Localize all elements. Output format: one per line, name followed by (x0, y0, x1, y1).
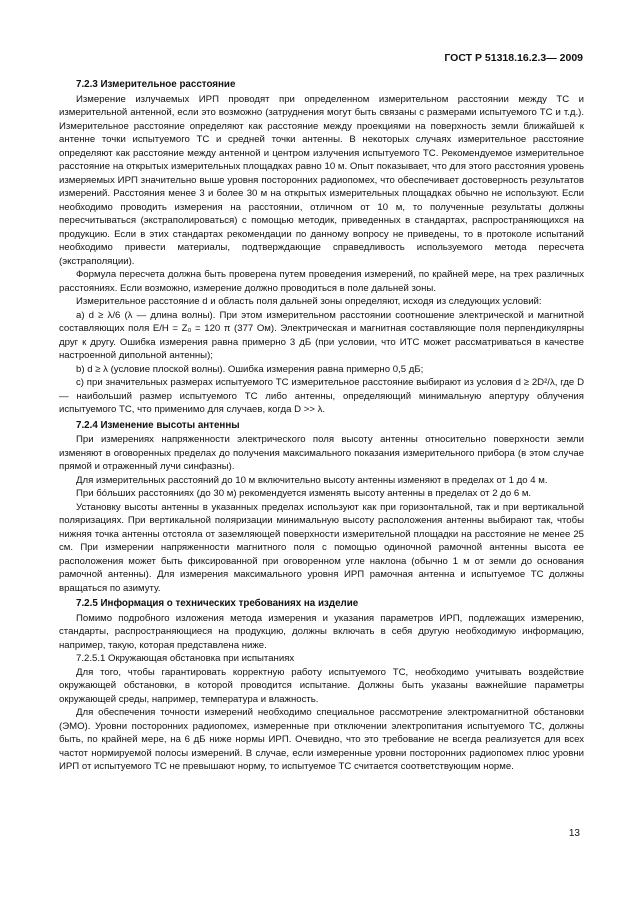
page-number: 13 (568, 828, 580, 839)
paragraph: Формула пересчета должна быть проверена путем проведения измерений, по крайней мере, на трех различных расстояниях. Если возможно, измерение должно проводиться в поле дальней зоны. (59, 269, 584, 294)
paragraph: Измерение излучаемых ИРП проводят при определенном измерительном расстоянии между ТС и измерительной антенной, если это возможно (затруднения могут быть связаны с размерами испытуемого ТС и т.д.). Измерительное расстояние определяют как расстояние между проекциями на поверхность земли ближайшей к антенне точки испытуемого ТС и средней точки антенны. В некоторых случаях измерительное расстояние определяют как расстояние между антенной и центром излучения испытуемого ТС. Рекомендуемое измерительное расстояние на открытых измерительных площадках равно 10 м. Опыт показывает, что для этого расстояния уровень измеряемых ИРП значительно выше уровня посторонних радиопомех, что обеспечивает достоверность результатов измерений. Расстояния менее 3 и более 30 м на открытых измерительных площадках обычно не используют. Если необходимо проводить измерения на расстоянии, отличном от 10 м, то полученные результаты должны пересчитываться (экстраполироваться) с помощью методик, приведенных в стандартах, распространяющихся на продукцию. Если в этих стандартах рекомендации по данному вопросу не приведены, то в протоколе испытаний необходимо привести материалы, подтверждающие справедливость используемого метода пересчета (экстраполяции). (59, 93, 584, 267)
subsection-heading: 7.2.5.1 Окружающая обстановка при испытаниях (76, 653, 295, 664)
paragraph: При бо́льших расстояниях (до 30 м) рекомендуется изменять высоту антенны в пределах от 2 до 6 м. (76, 488, 532, 499)
list-item: a) d ≥ λ/6 (λ — длина волны). При этом измерительном расстоянии соотношение электрической и магнитной составляющих поля E/H = Z₀ = 120 π (377 Ом). Электрическая и магнитная составляющие поля перпендикулярны друг к другу. Ошибка измерения равна примерно 3 дБ (при условии, что ИТС может рассматриваться в качестве настроенной дипольной антенны); (59, 309, 584, 361)
paragraph: При измерениях напряженности электрического поля высоту антенны относительно поверхности земли изменяют в оговоренных пределах до получения максимального показания измерительного прибора (в этом случае прямой и отраженный лучи синфазны). (59, 434, 584, 472)
paragraph: Помимо подробного изложения метода измерения и указания параметров ИРП, подлежащих измерению, стандарты, распространяющиеся на продукцию, должны включать в себя другую необходимую информацию, например, такую, которая представлена ниже. (59, 612, 584, 651)
page-content (59, 78, 584, 774)
paragraph: Измерительное расстояние d и область поля дальней зоны определяют, исходя из следующих условий: (76, 296, 542, 307)
list-item: b) d ≥ λ (условие плоской волны). Ошибка измерения равна примерно 0,5 дБ; (76, 363, 424, 375)
section-heading: 7.2.3 Измерительное расстояние (76, 79, 236, 90)
section-heading: 7.2.4 Изменение высоты антенны (76, 419, 240, 431)
list-item: c) при значительных размерах испытуемого ТС измерительное расстояние выбирают из условия d ≥ 2D²/λ, где D — наибольший размер испытуемого ТС либо антенны, определяющий минимальную апертуру облучения испытуемого ТС, что применимо для случаев, когда D >> λ. (59, 377, 584, 415)
paragraph: Для того, чтобы гарантировать корректную работу испытуемого ТС, необходимо учитывать воздействие окружающей обстановки, в которой проводится испытание. Должны быть указаны важнейшие параметры окружающей среды, например, температура и влажность. (59, 666, 584, 705)
paragraph: Установку высоты антенны в указанных пределах используют как при горизонтальной, так и при вертикальной поляризациях. При вертикальной поляризации минимальную высоту расположения антенны выбирают так, чтобы нижняя точка антенны отстояла от заземляющей поверхности измерительной площадки на расстояние не менее 25 см. При измерении напряженности магнитного поля с помощью одиночной рамочной антенны высота ее расположения может быть фиксированной при оговоренном угле наклона (обычно 1 м от земли до основания рамочной антенны). Для измерения максимального уровня ИРП рамочная антенна и испытуемое ТС должны вращаться по азимуту. (59, 501, 584, 594)
document-code: ГОСТ Р 51318.16.2.3— 2009 (444, 52, 583, 64)
section-heading: 7.2.5 Информация о технических требованиях на изделие (76, 598, 359, 609)
paragraph: Для измерительных расстояний до 10 м включительно высоту антенны изменяют в пределах от 1 до 4 м. (76, 474, 548, 486)
paragraph: Для обеспечения точности измерений необходимо специальное рассмотрение электромагнитной обстановки (ЭМО). Уровни посторонних радиопомех, измеренные при отключении электропитания испытуемого ТС, должны быть, по крайней мере, на 6 дБ ниже нормы ИРП. Очевидно, что это требование не всегда реализуется для всех частот нормируемой полосы измерений. В случае, если измеренные уровни посторонних радиопомех плюс уровни ИРП от испытуемого ТС не превышают норму, то испытуемое ТС считается соответствующим норме. (59, 707, 584, 772)
